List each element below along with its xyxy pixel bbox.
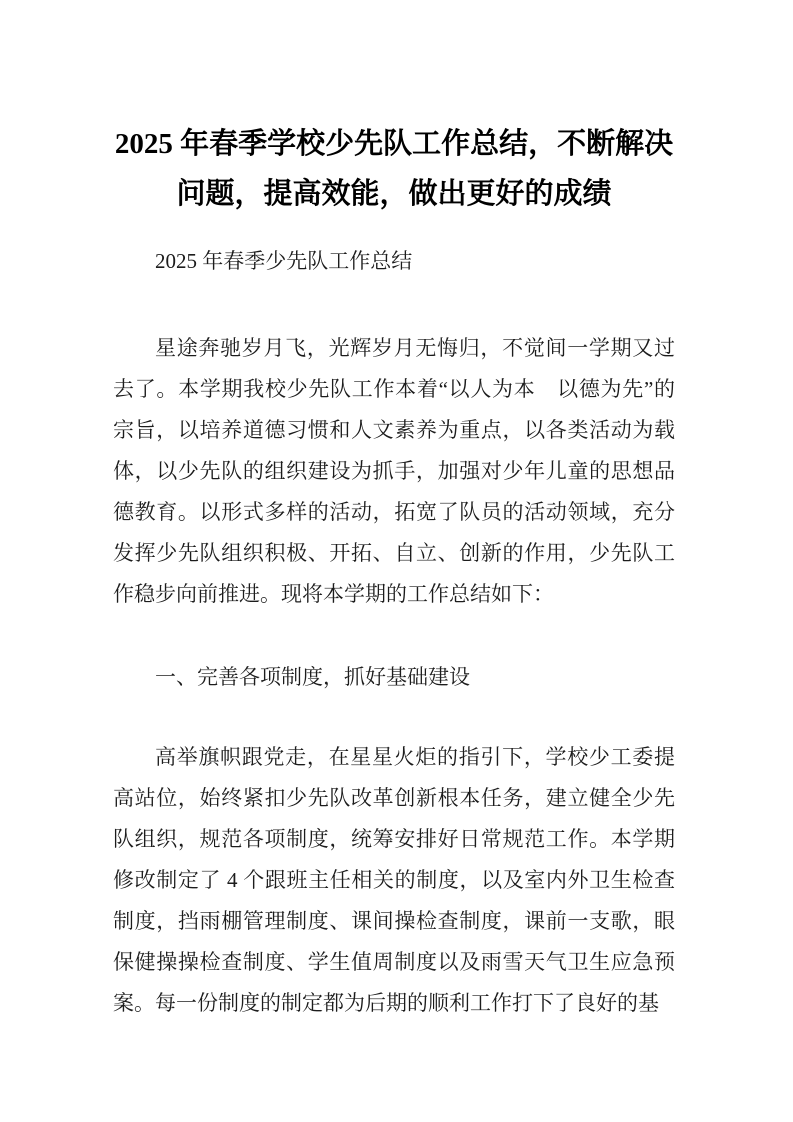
document-title — [113, 119, 675, 219]
document-title-line-2: 问题，提高效能，做出更好的成绩 — [176, 178, 612, 210]
document-title-line-1: 2025 年春季学校少先队工作总结，不断解决 — [114, 128, 674, 160]
section-1-heading: 一、完善各项制度，抓好基础建设 — [155, 665, 470, 689]
section-1-paragraph: 高举旗帜跟党走，在星星火炬的指引下，学校少工委提高站位，始终紧扣少先队改革创新根本任务，建立健全少先队组织，规范各项制度，统筹安排好日常规范工作。本学期修改制定了 4 个跟班主任相关的制度，以及室内外卫生检查制度，挡雨棚管理制度、课间操检查制度，课前一支歌，眼保健操操检查制度、学生值周制度以及雨雪天气卫生应急预案。每一份制度的制定都为后期的顺利工作打下了良好的基 — [113, 745, 675, 1015]
intro-paragraph: 星途奔驰岁月飞，光辉岁月无悔归，不觉间一学期又过去了。本学期我校少先队工作本着“以人为本 以德为先”的宗旨，以培养道德习惯和人文素养为重点，以各类活动为载体，以少先队的组织建设为抓手，加强对少年儿童的思想品德教育。以形式多样的活动，拓宽了队员的活动领域，充分发挥少先队组织积极、开拓、自立、创新的作用，少先队工作稳步向前推进。现将本学期的工作总结如下： — [113, 336, 675, 606]
document-subtitle: 2025 年春季少先队工作总结 — [155, 249, 413, 273]
